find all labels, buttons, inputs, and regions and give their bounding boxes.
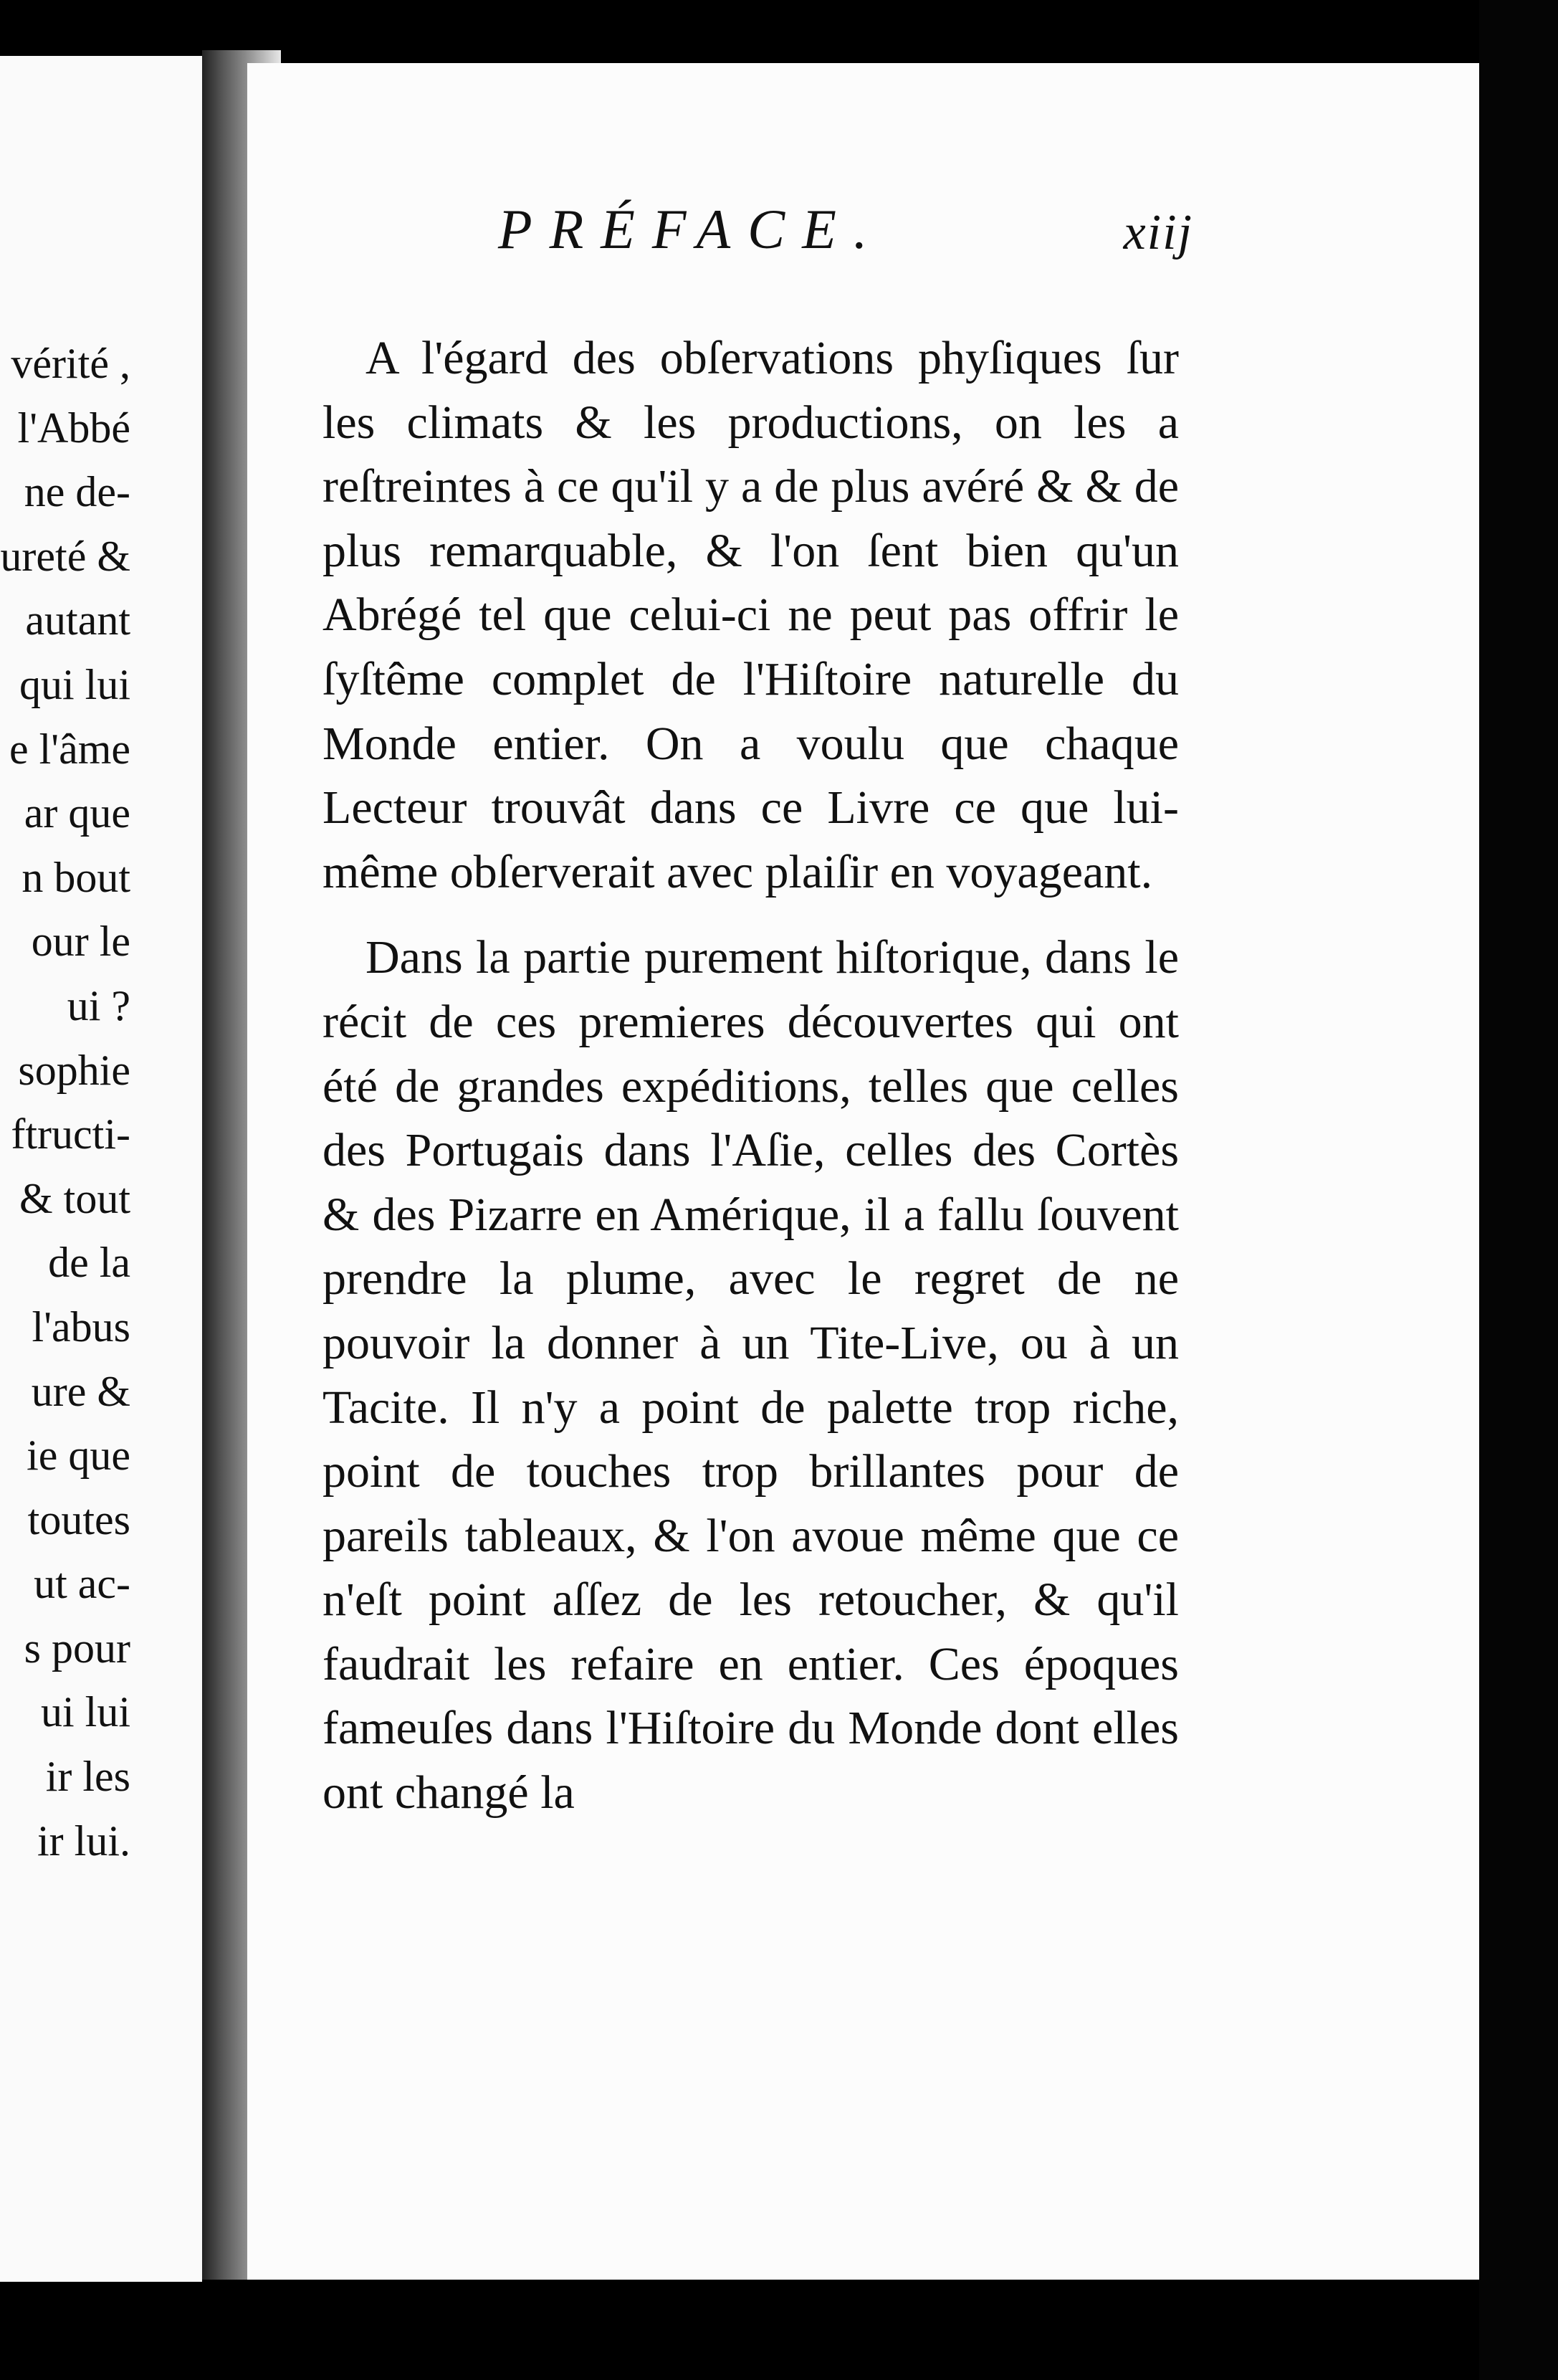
left-line: our le [31,918,130,966]
left-line: ir lui. [37,1817,130,1865]
paragraph: A l'égard des obſervations phyſiques ſur les climats & les productions, on les a reſtreintes à ce qu'il y a de plus avéré & & de plus remarquable, & l'on ſent bien qu'un Abrégé tel que celui-ci ne peut pas offrir le ſyſtême complet de l'Hiſtoire naturelle du Monde entier. On a voulu que chaque Lecteur trouvât dans ce Livre ce que lui-même obſerverait avec plaiſir en voyageant. [322,332,1179,898]
left-line: vérité , [11,340,130,387]
left-line: n bout [21,853,130,901]
left-line: e l'âme [9,725,130,773]
left-line: de la [48,1239,130,1287]
left-page-text [0,332,130,1873]
left-line: ui lui [40,1688,130,1736]
paragraph: Dans la partie purement hiſtorique, dans le récit de ces premieres découvertes qui ont été de grandes expéditions, telles que celles des Portugais dans l'Aſie, celles des Cortès & des Pizarre en Amérique, il a fallu ſouvent prendre la plume, avec le regret de ne pouvoir la donner à un Tite-Live, ou à un Tacite. Il n'y a point de palette trop riche, point de touches trop brillantes pour de pareils tableaux, & l'on avoue même que ce n'eſt point aſſez de les retoucher, & qu'il faudrait les refaire en entier. Ces époques fameuſes dans l'Hiſtoire du Monde dont elles ont changé la [322,931,1179,1819]
left-line: l'Abbé [17,404,130,452]
left-line: l'abus [32,1303,130,1351]
scan-background [1479,0,1558,2380]
left-page [0,56,202,2282]
page-number: xiij [1123,205,1193,260]
left-line: s pour [24,1624,130,1672]
left-line: sophie [18,1046,130,1094]
left-line: autant [25,596,130,644]
left-line: ui ? [67,981,130,1029]
left-line: & tout [19,1174,130,1222]
left-line: ut ac- [34,1560,130,1608]
left-line: ar que [24,789,130,837]
left-line: ure & [31,1367,130,1415]
page-header [247,190,1193,269]
left-line: qui lui [19,660,130,708]
left-line: ne de- [24,468,130,516]
left-line: ureté & [0,532,130,580]
page-body [322,326,1179,1825]
left-line: ftructi- [11,1110,130,1158]
left-line: toutes [27,1495,130,1543]
left-line: ie que [27,1432,130,1480]
left-line: ir les [45,1753,130,1801]
running-title: PRÉFACE. [498,198,885,260]
